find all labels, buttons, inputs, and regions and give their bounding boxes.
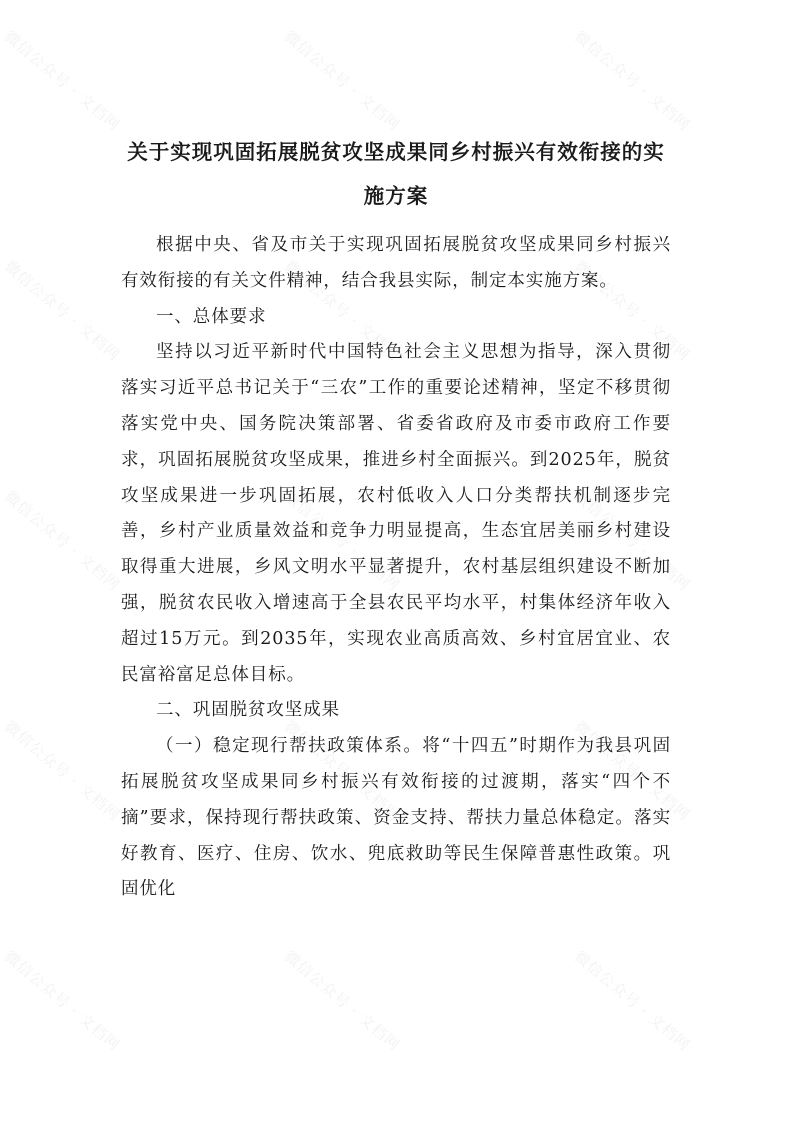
section-heading-1: 一、总体要求 [156, 306, 267, 327]
watermark: 微信公众号 · 文档网 [280, 717, 404, 825]
watermark: 微信公众号 · 文档网 [280, 27, 404, 135]
watermark: 微信公众号 · 文档网 [570, 487, 694, 595]
watermark: 微信公众号 · 文档网 [570, 717, 694, 825]
watermark: 微信公众号 · 文档网 [0, 27, 124, 135]
watermark: 微信公众号 · 文档网 [0, 257, 124, 365]
document-body [121, 130, 671, 908]
watermark: 微信公众号 · 文档网 [570, 257, 694, 365]
title-line-1: 关于实现巩固拓展脱贫攻坚成果同乡村振兴有效衔接的实 [127, 140, 665, 164]
document-title [109, 130, 683, 218]
watermark: 微信公众号 · 文档网 [0, 717, 124, 825]
watermark: 微信公众号 · 文档网 [280, 487, 404, 595]
watermark: 微信公众号 · 文档网 [0, 947, 124, 1055]
watermark: 微信公众号 · 文档网 [280, 257, 404, 365]
watermark: 微信公众号 · 文档网 [280, 947, 404, 1055]
section-heading-2: 二、巩固脱贫攻坚成果 [156, 700, 340, 721]
section2-subsection-1: （一）稳定现行帮扶政策体系。将“十四五”时期作为我县巩固拓展脱贫攻坚成果同乡村振兴有效衔接的过渡期，落实“四个不摘”要求，保持现行帮扶政策、资金支持、帮扶力量总体稳定。落实好教育、医疗、住房、饮水、兜底救助等民生保障普惠性政策。巩固优化 [121, 736, 671, 900]
section1-paragraph: 坚持以习近平新时代中国特色社会主义思想为指导，深入贯彻落实习近平总书记关于“三农”工作的重要论述精神，坚定不移贯彻落实党中央、国务院决策部署、省委省政府及市委市政府工作要求，巩固拓展脱贫攻坚成果，推进乡村全面振兴。到2025年，脱贫攻坚成果进一步巩固拓展，农村低收入人口分类帮扶机制逐步完善，乡村产业质量效益和竞争力明显提高，生态宜居美丽乡村建设取得重大进展，乡风文明水平显著提升，农村基层组织建设不断加强，脱贫农民收入增速高于全县农民平均水平，村集体经济年收入超过15万元。到2035年，实现农业高质高效、乡村宜居宜业、农民富裕富足总体目标。 [121, 342, 671, 685]
watermark: 微信公众号 · 文档网 [570, 947, 694, 1055]
title-line-2: 施方案 [363, 184, 429, 208]
watermark: 微信公众号 · 文档网 [570, 27, 694, 135]
watermark: 微信公众号 · 文档网 [0, 487, 124, 595]
intro-paragraph: 根据中央、省及市关于实现巩固拓展脱贫攻坚成果同乡村振兴有效衔接的有关文件精神，结合我县实际，制定本实施方案。 [121, 235, 671, 291]
